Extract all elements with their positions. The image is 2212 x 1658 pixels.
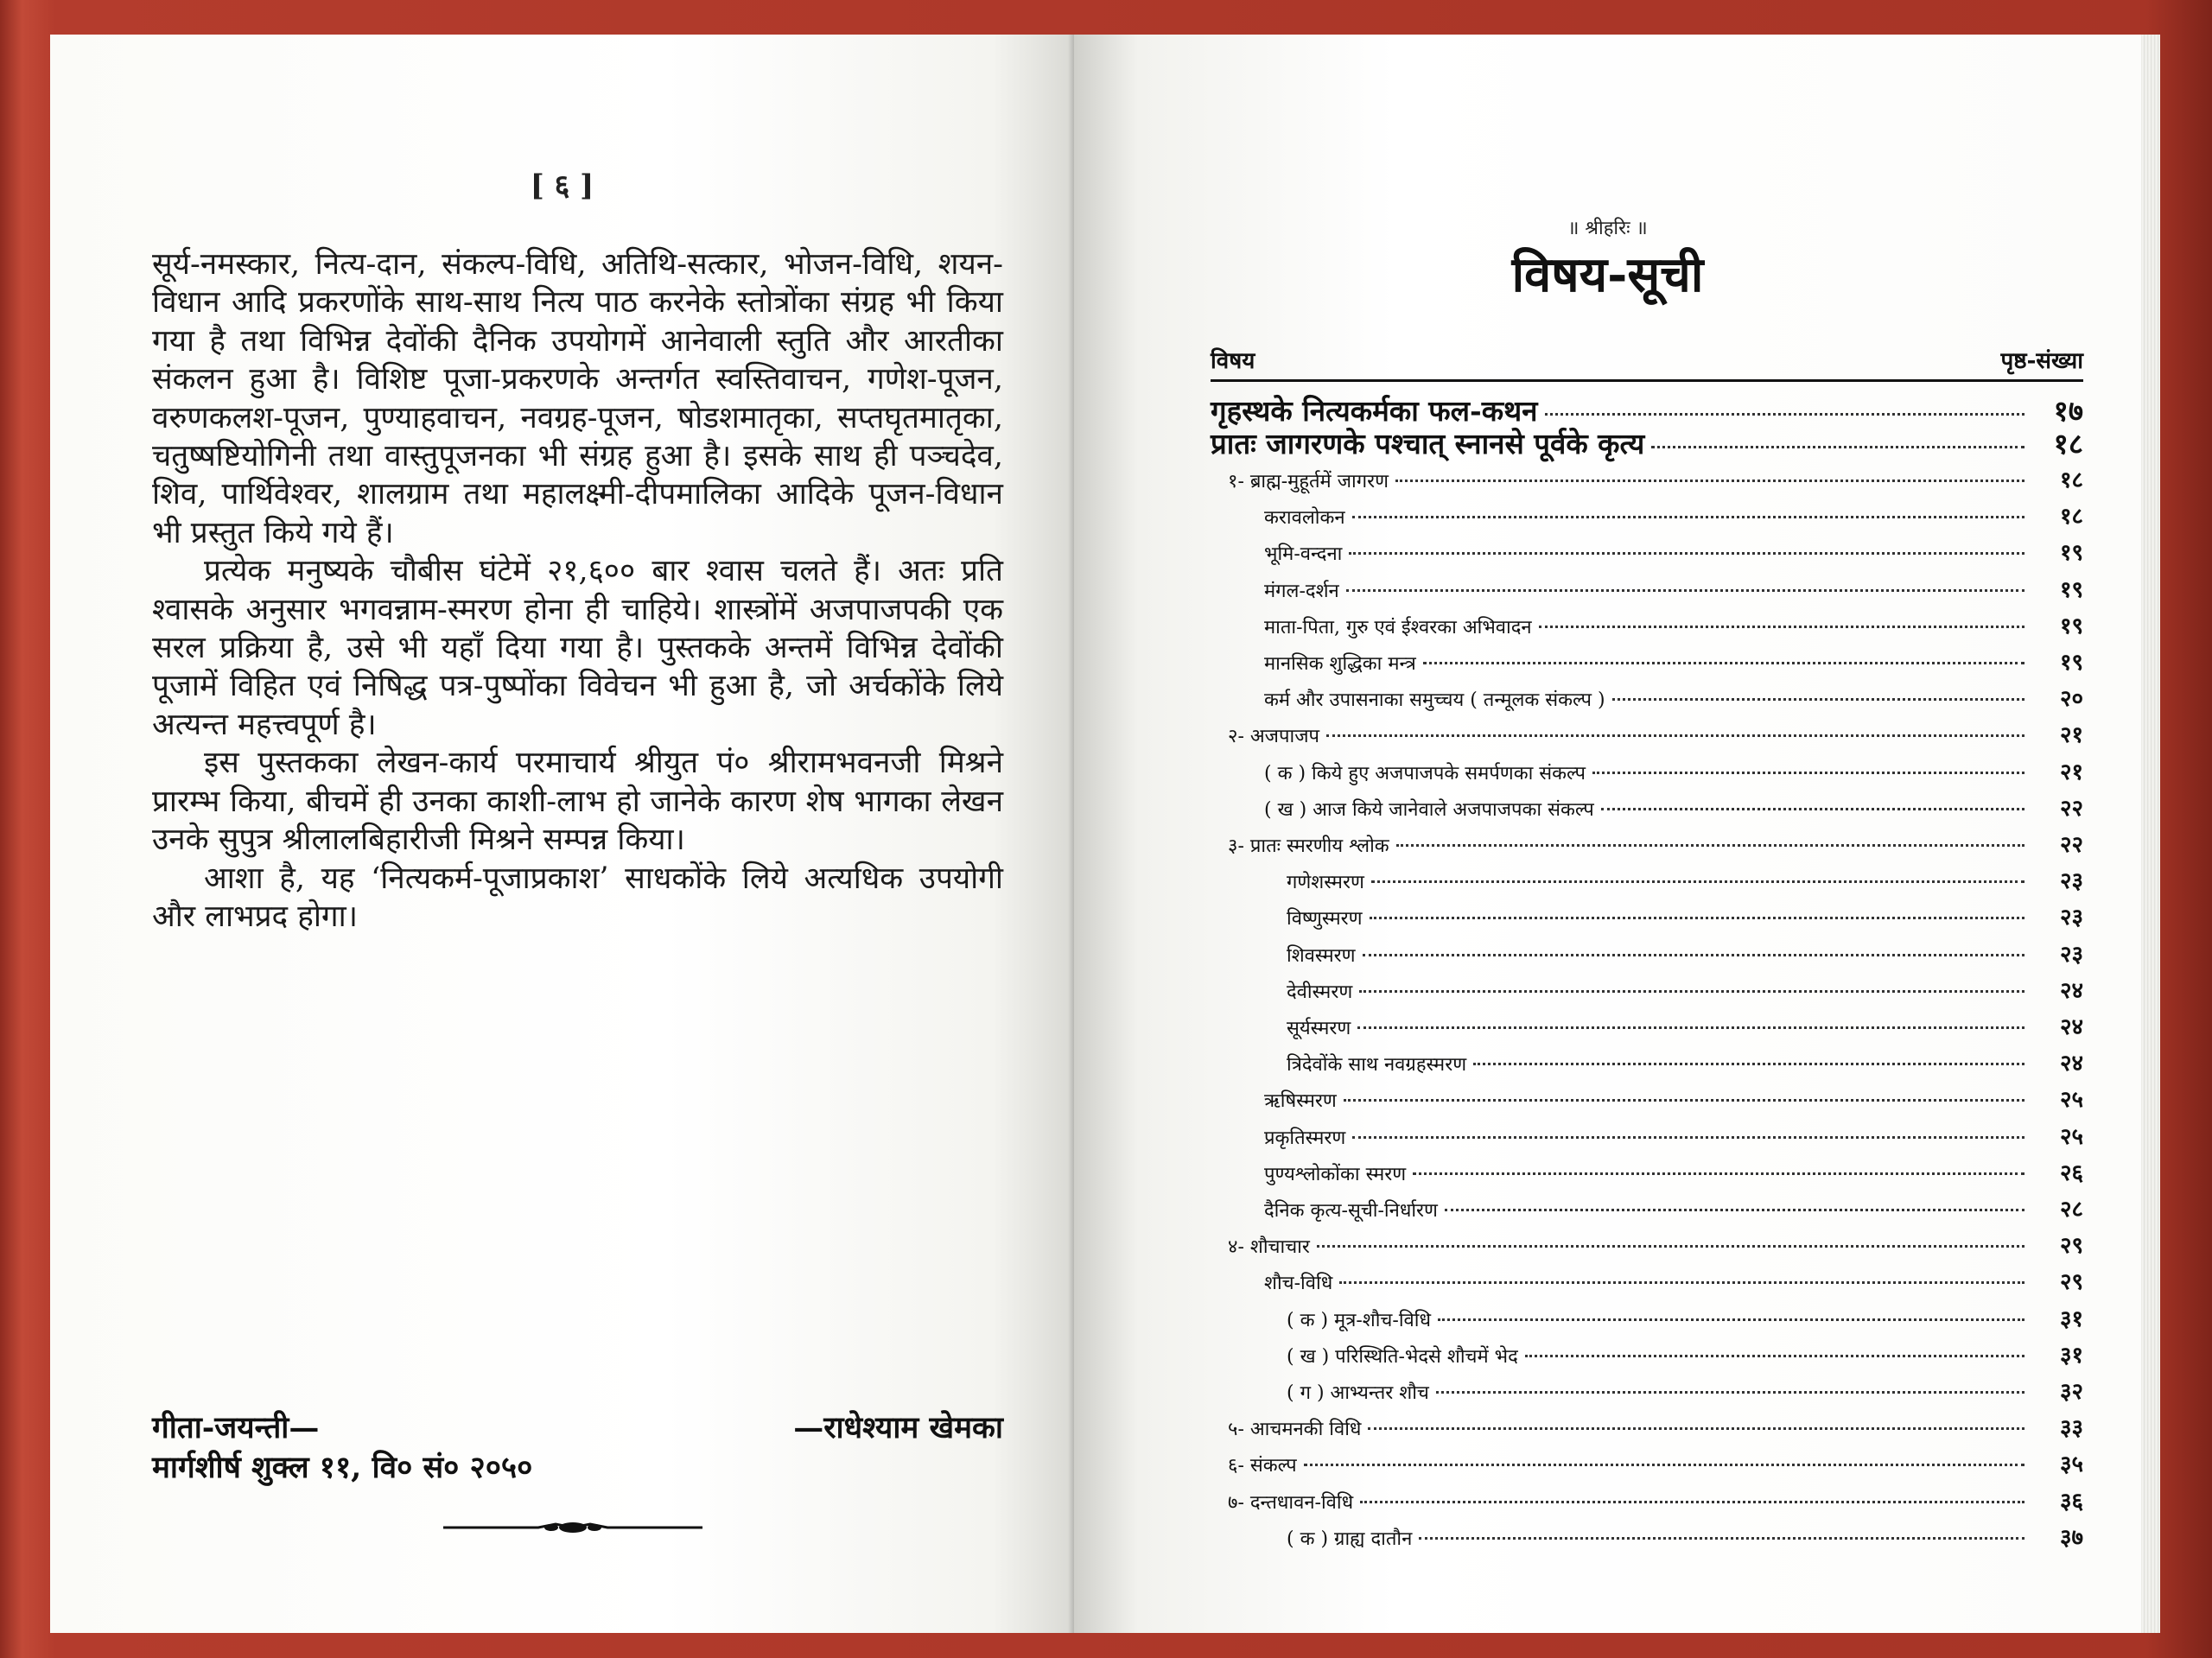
toc-entry-label: ( क ) किये हुए अजपाजपके समर्पणका संकल्प — [1264, 762, 1586, 785]
toc-title: विषय-सूची — [1511, 246, 1704, 303]
toc-entry-label: सूर्यस्मरण — [1287, 1018, 1351, 1039]
toc-entry-page: ३६ — [2059, 1488, 2083, 1515]
header-rule — [1211, 379, 2083, 382]
toc-entry-label: शिवस्मरण — [1287, 944, 1356, 967]
page-edges — [2141, 35, 2160, 1633]
paragraph: आशा है, यह ‘नित्यकर्म-पूजाप्रकाश’ साधकोंके लिये अत्यधिक उपयोगी और लाभप्रद होगा। — [152, 861, 1003, 934]
toc-entry-page: २३ — [2059, 941, 2083, 968]
toc-entry — [1211, 645, 2083, 677]
leader-dots — [1349, 552, 2024, 555]
toc-entry — [1211, 1484, 2083, 1515]
toc-entry-label: देवीस्मरण — [1287, 981, 1353, 1003]
toc-entry-label: ऋषिस्मरण — [1264, 1090, 1337, 1113]
toc-entry — [1211, 1302, 2083, 1333]
toc-entry — [1211, 1411, 2083, 1442]
toc-entry-page: ३२ — [2059, 1379, 2083, 1405]
toc-entry-page: १९ — [2059, 650, 2083, 676]
toc-entry — [1211, 1083, 2083, 1114]
toc-entry-page: २८ — [2059, 1197, 2083, 1223]
toc-entry — [1211, 682, 2083, 713]
leader-dots — [1368, 1427, 2024, 1430]
toc-entry — [1211, 1447, 2083, 1478]
toc-entry-page: २३ — [2059, 905, 2083, 931]
leader-dots — [1601, 808, 2024, 810]
leader-dots — [1423, 662, 2024, 664]
toc-entry — [1211, 609, 2083, 640]
toc-entry-label: ३- प्रातः स्मरणीय श्लोक — [1228, 835, 1389, 857]
column-page: पृष्ठ-संख्या — [2000, 348, 2083, 374]
toc-entry — [1211, 718, 2083, 749]
toc-entry-page: १९ — [2059, 540, 2083, 567]
occasion: गीता-जयन्ती— — [152, 1410, 320, 1445]
toc-entry-label: प्रातः जागरणके पश्चात् स्नानसे पूर्वके कृत्य — [1211, 427, 1645, 461]
leader-dots — [1371, 880, 2024, 883]
preface-text — [152, 245, 1003, 936]
date-line — [152, 1446, 1003, 1487]
toc-entry-page: २६ — [2059, 1159, 2083, 1186]
paragraph: प्रत्येक मनुष्यके चौबीस घंटेमें २१,६०० बार श्वास चलते हैं। अतः प्रति श्वासके अनुसार भगवन्नाम-स्मरण होना ही चाहिये। शास्त्रोंमें अजपाजपकी एक सरल प्रक्रिया है, उसे भी यहाँ दिया गया है। पुस्तकके अन्तमें विभिन्न देवोंकी पूजामें विहित एवं निषिद्ध पत्र-पुष्पोंका विवेचन भी हुआ है, जो अर्चकोंके लिये अत्यन्त महत्त्वपूर्ण है। — [152, 554, 1003, 742]
toc-entry-label: मानसिक शुद्धिका मन्त्र — [1264, 653, 1416, 675]
toc-entry-label: पुण्यश्लोकोंका स्मरण — [1264, 1163, 1407, 1185]
toc-entry — [1211, 864, 2083, 895]
toc-entry — [1211, 1338, 2083, 1369]
paragraph: सूर्य-नमस्कार, नित्य-दान, संकल्प-विधि, अतिथि-सत्कार, भोजन-विधि, शयन-विधान आदि प्रकरणोंके साथ-साथ नित्य पाठ करनेके स्तोत्रोंका संग्रह भी किया गया है तथा विभिन्न देवोंकी दैनिक उपयोगमें आनेवाली स्तुति और आरतीका संकलन हुआ है। विशिष्ट पूजा-प्रकरणके अन्तर्गत स्वस्तिवाचन, गणेश-पूजन, वरुणकलश-पूजन, पुण्याहवाचन, नवग्रह-पूजन, षोडशमातृका, सप्तघृतमातृका, चतुष्षष्टियोगिनी तथा वास्तुपूजनका भी संग्रह हुआ है। इसके साथ ही पञ्चदेव, शिव, पार्थिवेश्वर, शालग्राम तथा महालक्ष्मी-दीपमालिका आदिके पूजन-विधान भी प्रस्तुत किये गये हैं। — [152, 247, 1003, 550]
author-signature: —राधेश्याम खेमका — [793, 1410, 1003, 1445]
toc-entry-label: ( ख ) आज किये जानेवाले अजपाजपका संकल्प — [1264, 798, 1594, 821]
toc-entry-label: ७- दन्तधावन-विधि — [1228, 1491, 1354, 1514]
toc-entry-label: मंगल-दर्शन — [1264, 580, 1339, 602]
toc-entry-page: ३५ — [2059, 1452, 2083, 1478]
toc-entry — [1211, 900, 2083, 931]
toc-entry-page: २५ — [2059, 1123, 2083, 1150]
toc-entry-label: माता-पिता, गुरु एवं ईश्वरका अभिवादन — [1264, 616, 1532, 638]
leader-dots — [1346, 589, 2024, 592]
toc-entry — [1211, 1229, 2083, 1260]
leader-dots — [1363, 954, 2024, 956]
toc-entry-label: २- अजपाजप — [1228, 726, 1320, 748]
toc-entry-page: १८ — [2059, 504, 2083, 530]
toc-entry-page: २४ — [2059, 1051, 2083, 1077]
toc-entry — [1211, 1192, 2083, 1223]
toc-entry-page: २२ — [2059, 832, 2083, 858]
toc-entry-page: २१ — [2059, 722, 2083, 749]
toc-entry-label: ४- शौचाचार — [1228, 1236, 1310, 1259]
toc-entry — [1211, 828, 2083, 859]
left-page — [50, 35, 1074, 1633]
toc-entry — [1211, 423, 2083, 462]
toc-entry-page: २१ — [2059, 759, 2083, 785]
toc-entry-page: १७ — [2053, 394, 2083, 428]
leader-dots — [1339, 1281, 2024, 1284]
toc-entry-label: त्रिदेवोंके साथ नवग्रहस्मरण — [1287, 1054, 1467, 1077]
leader-dots — [1592, 772, 2024, 774]
leader-dots — [1370, 917, 2024, 919]
toc-entry-page: २४ — [2059, 1014, 2083, 1040]
column-subject: विषय — [1211, 348, 1255, 374]
leader-dots — [1445, 1209, 2024, 1211]
toc-entry — [1211, 791, 2083, 823]
toc-entry — [1211, 974, 2083, 1005]
signature-line — [152, 1407, 1003, 1447]
toc-entry-label: ६- संकल्प — [1228, 1455, 1297, 1477]
leader-dots — [1352, 516, 2024, 518]
toc-entry-label: दैनिक कृत्य-सूची-निर्धारण — [1264, 1200, 1438, 1222]
leader-dots — [1395, 480, 2024, 482]
toc-entry-label: भूमि-वन्दना — [1264, 543, 1343, 566]
toc-entry-page: १९ — [2059, 576, 2083, 603]
toc-entry — [1211, 755, 2083, 786]
toc-entry-page: २२ — [2059, 795, 2083, 822]
toc-entry-page: ३७ — [2059, 1524, 2083, 1551]
leader-dots — [1396, 844, 2024, 847]
toc-entry — [1211, 1010, 2083, 1041]
leader-dots — [1304, 1464, 2024, 1466]
ornament-divider — [443, 1519, 702, 1536]
leader-dots — [1360, 1501, 2024, 1503]
toc-entry-label: विष्णुस्मरण — [1287, 908, 1363, 931]
leader-dots — [1419, 1537, 2024, 1540]
toc-entry-page: २५ — [2059, 1087, 2083, 1114]
leader-dots — [1359, 990, 2024, 993]
toc-entry — [1211, 573, 2083, 604]
toc-entry-label: ( ख ) परिस्थिति-भेदसे शौचमें भेद — [1287, 1345, 1518, 1368]
leader-dots — [1413, 1172, 2024, 1175]
toc-entry-label: ( क ) ग्राह्य दातौन — [1287, 1528, 1413, 1550]
leader-dots — [1612, 698, 2024, 701]
paragraph: इस पुस्तकका लेखन-कार्य परमाचार्य श्रीयुत पं० श्रीरामभवनजी मिश्रने प्रारम्भ किया, बीचमें ही उनका काशी-लाभ हो जानेके कारण शेष भागका लेखन उनके सुपुत्र श्रीलालबिहारीजी मिश्रने सम्पन्न किया। — [152, 746, 1003, 858]
toc-entry — [1211, 1521, 2083, 1552]
toc-entry-page: १९ — [2059, 613, 2083, 639]
leader-dots — [1651, 446, 2024, 448]
toc-entry-page: १८ — [2059, 467, 2083, 493]
leader-dots — [1525, 1355, 2024, 1357]
leader-dots — [1344, 1099, 2024, 1102]
toc-entry — [1211, 1120, 2083, 1151]
leader-dots — [1539, 626, 2024, 628]
leader-dots — [1317, 1245, 2024, 1248]
leader-dots — [1438, 1318, 2024, 1321]
toc-entry — [1211, 1265, 2083, 1296]
leader-dots — [1357, 1026, 2024, 1029]
toc-entry — [1211, 463, 2083, 494]
leader-dots — [1473, 1063, 2024, 1065]
toc-entry-label: शौच-विधि — [1264, 1273, 1333, 1295]
page-number: [ ६ ] — [530, 168, 594, 203]
toc-entry — [1211, 937, 2083, 969]
toc-entry-page: २० — [2059, 686, 2083, 713]
toc-entry-label: ( ग ) आभ्यन्तर शौच — [1287, 1382, 1429, 1404]
toc-entry — [1211, 1046, 2083, 1077]
leader-dots — [1326, 734, 2024, 737]
toc-entry-page: ३३ — [2059, 1415, 2083, 1442]
toc-header — [1211, 344, 2083, 375]
toc-entry-page: २९ — [2059, 1269, 2083, 1296]
toc-entry-page: २३ — [2059, 868, 2083, 895]
toc-entry — [1211, 1156, 2083, 1187]
toc-entry-label: ( क ) मूत्र-शौच-विधि — [1287, 1309, 1431, 1331]
leader-dots — [1352, 1136, 2024, 1139]
leader-dots — [1545, 413, 2025, 416]
invocation: ॥ श्रीहरिः ॥ — [1567, 218, 1648, 239]
toc-entry-page: २९ — [2059, 1233, 2083, 1260]
toc-entry — [1211, 536, 2083, 567]
right-page — [1074, 35, 2141, 1633]
toc-entry-label: ५- आचमनकी विधि — [1228, 1419, 1362, 1441]
toc-entry-label: कर्म और उपासनाका समुच्चय ( तन्मूलक संकल्प ) — [1264, 689, 1605, 712]
toc-entry-page: १८ — [2053, 427, 2083, 461]
toc-entry — [1211, 499, 2083, 530]
toc-entry-label: गणेशस्मरण — [1287, 872, 1364, 894]
toc-entry-label: गृहस्थके नित्यकर्मका फल-कथन — [1211, 394, 1538, 428]
toc-entry-label: १- ब्राह्म-मुहूर्तमें जागरण — [1228, 471, 1389, 492]
toc-entry-page: २४ — [2059, 977, 2083, 1004]
toc-entry-label: प्रकृतिस्मरण — [1264, 1127, 1346, 1149]
toc-entry — [1211, 1375, 2083, 1406]
toc-entry-page: ३१ — [2059, 1305, 2083, 1332]
toc-entry-page: ३१ — [2059, 1342, 2083, 1369]
date: मार्गशीर्ष शुक्ल ११, वि० सं० २०५० — [152, 1450, 533, 1485]
leader-dots — [1436, 1391, 2024, 1394]
toc-entry-label: करावलोकन — [1264, 507, 1345, 530]
